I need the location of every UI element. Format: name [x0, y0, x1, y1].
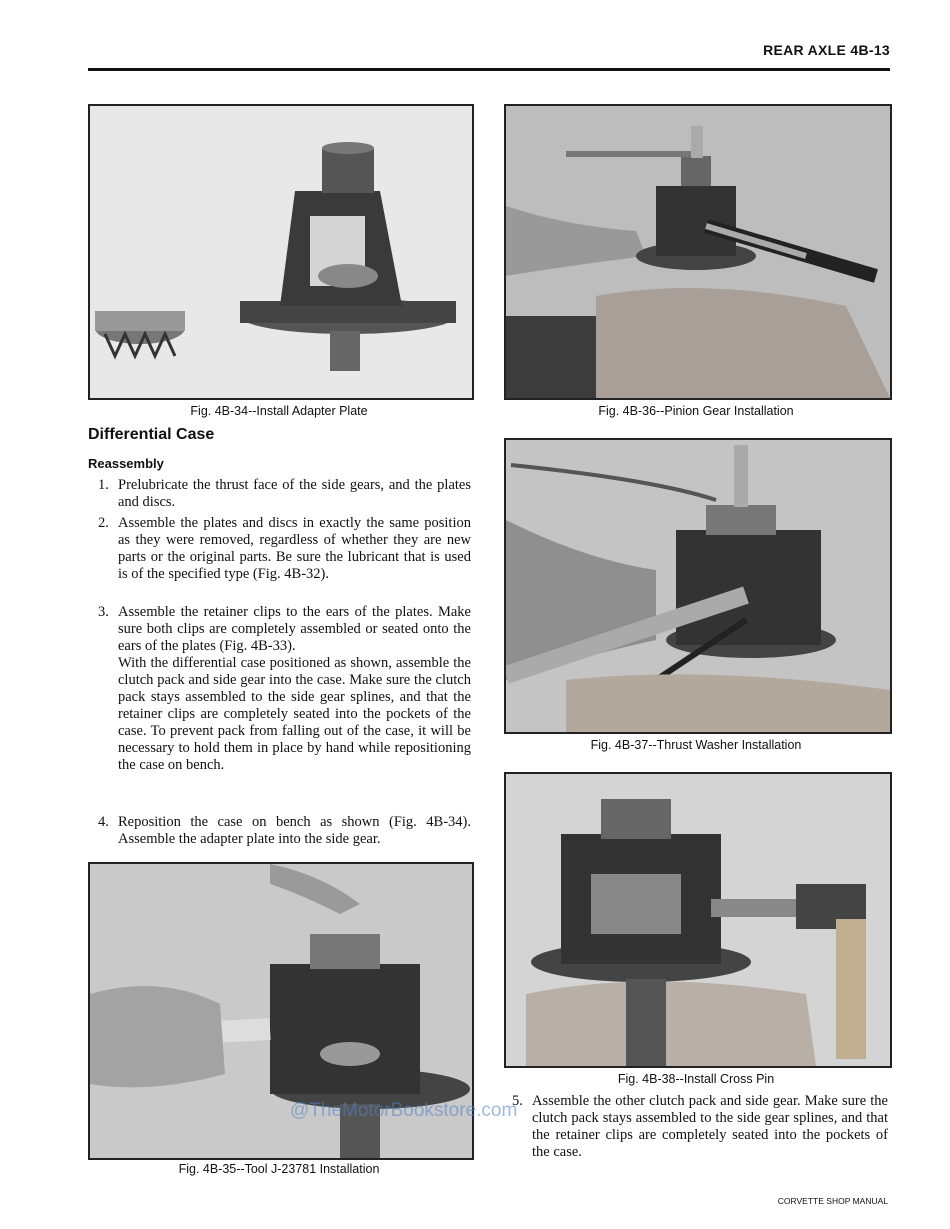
step-2-text: Assemble the plates and discs in exactly the same position as they were removed, regardless of whether they are new parts or the original parts. Be sure the lubricant that is used is of the specified type (Fig. 4B-32). — [118, 515, 471, 582]
step-2 — [98, 515, 471, 583]
step-4-text: Reposition the case on bench as shown (Fig. 4B-34). Assemble the adapter plate into the side gear. — [118, 814, 471, 847]
step-5 — [512, 1093, 888, 1161]
step-1-text: Prelubricate the thrust face of the side gears, and the plates and discs. — [118, 477, 471, 510]
figure-4b-38-caption: Fig. 4B-38--Install Cross Pin — [617, 1072, 775, 1086]
step-3 — [98, 604, 471, 655]
figure-4b-36 — [504, 104, 892, 400]
figure-4b-37-caption: Fig. 4B-37--Thrust Washer Installation — [590, 738, 802, 752]
watermark: @TheMotorBookstore.com — [290, 1100, 518, 1121]
step-1 — [98, 477, 471, 511]
step-3-text: Assemble the retainer clips to the ears of the plates. Make sure both clips are completely assembled or seated onto the ears of the plates (Fig. 4B-33). — [118, 604, 471, 654]
cross-pin-installation-photo-icon — [506, 774, 890, 1066]
section-title: Differential Case — [88, 426, 215, 443]
step-4-number: 4. — [98, 814, 109, 830]
figure-4b-36-caption: Fig. 4B-36--Pinion Gear Installation — [598, 404, 794, 418]
page-header-title: REAR AXLE 4B-13 — [763, 42, 890, 58]
step-3-number: 3. — [98, 604, 109, 620]
step-5-text: Assemble the other clutch pack and side gear. Make sure the clutch pack stays assembled to the side gear splines, and that the retainer clips are completely seated into the pockets of the case. — [532, 1093, 888, 1160]
step-3-note: With the differential case positioned as shown, assemble the clutch pack and side gear into the case. Make sure the clutch pack stays assembled to the side gear splines, and that the retainer clips are completely seated into the pockets of the case. To prevent pack from falling out of the case, it will be necessary to hold them in place by hand while repositioning the case on bench. — [118, 655, 471, 773]
figure-4b-38 — [504, 772, 892, 1068]
page-footer: CORVETTE SHOP MANUAL — [777, 1196, 888, 1206]
step-2-number: 2. — [98, 515, 109, 531]
step-1-number: 1. — [98, 477, 109, 493]
pinion-gear-installation-photo-icon — [506, 106, 890, 398]
figure-4b-35-caption: Fig. 4B-35--Tool J-23781 Installation — [178, 1162, 380, 1176]
step-4 — [98, 814, 471, 848]
differential-case-with-adapter-plate-icon — [90, 106, 472, 398]
section-subtitle: Reassembly — [88, 456, 164, 471]
thrust-washer-installation-photo-icon — [506, 440, 890, 732]
figure-4b-37 — [504, 438, 892, 734]
step-5-number: 5. — [512, 1093, 523, 1109]
page-header — [88, 38, 890, 71]
figure-4b-34-caption: Fig. 4B-34--Install Adapter Plate — [190, 404, 368, 418]
figure-4b-34 — [88, 104, 474, 400]
